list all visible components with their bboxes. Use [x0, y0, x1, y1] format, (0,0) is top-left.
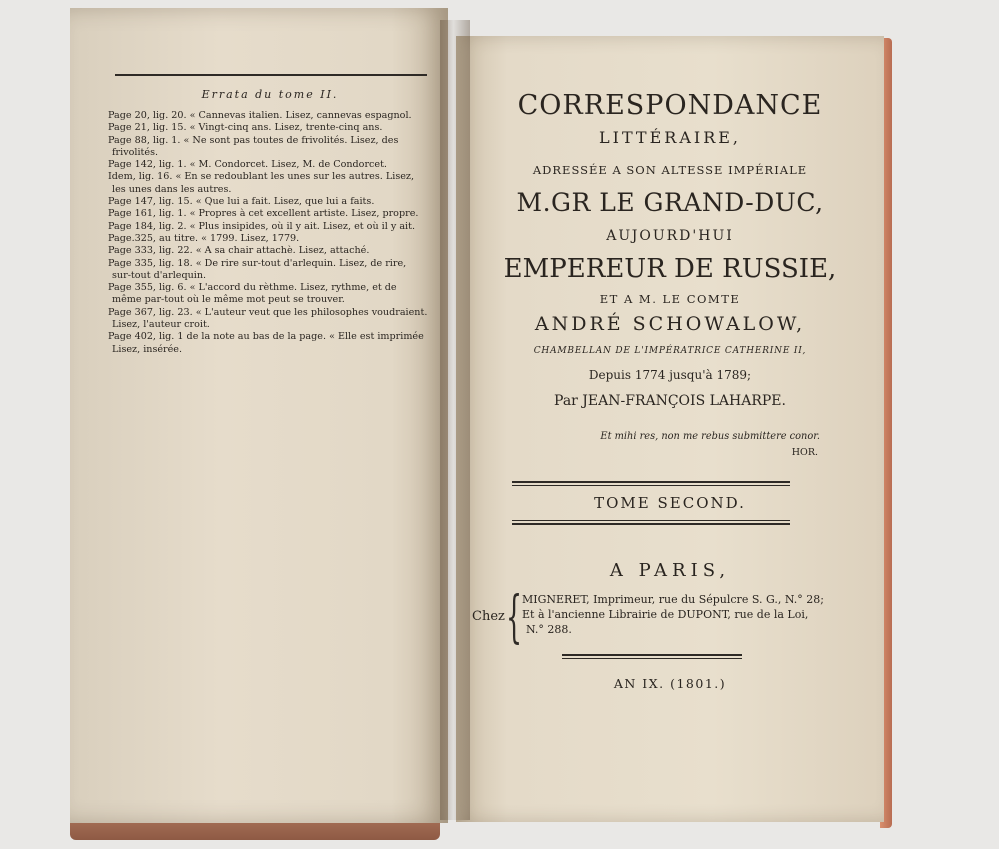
- errata-line: Page 147, lig. 15. « Que lui a fait. Lisez, que lui a faits.: [108, 196, 375, 208]
- tome-bottom-rule-thick: [512, 523, 790, 525]
- errata-top-rule: [115, 74, 427, 76]
- dates-line: Depuis 1774 jusqu'à 1789;: [588, 368, 752, 382]
- right-page: [456, 36, 884, 822]
- comte-line: ET A M. LE COMTE: [599, 292, 741, 306]
- errata-line: Lisez, l'auteur croit.: [112, 319, 210, 331]
- epigraph: Et mihi res, non me rebus submittere conor.: [600, 431, 820, 442]
- addressee-line: ADRESSÉE A SON ALTESSE IMPÉRIALE: [532, 163, 808, 177]
- errata-line: Page 335, lig. 18. « De rire sur-tout d'arlequin. Lisez, de rire,: [108, 257, 407, 269]
- imprint-line: MIGNERET, Imprimeur, rue du Sépulcre S. G., N.° 28;: [522, 593, 824, 606]
- errata-line: Page 20, lig. 20. « Cannevas italien. Lisez, cannevas espagnol.: [108, 110, 412, 121]
- year-top-rule-thin: [562, 658, 742, 659]
- tome-top-rule: [512, 481, 790, 483]
- errata-line: Page 355, lig. 6. « L'accord du rèthme. Lisez, rythme, et de: [108, 282, 397, 294]
- errata-line: Page 333, lig. 22. « A sa chair attachè. Lisez, attaché.: [108, 245, 370, 257]
- errata-line: les unes dans les autres.: [112, 183, 232, 195]
- imprint-line: N.° 288.: [526, 623, 572, 636]
- author-line: Par JEAN-FRANÇOIS LAHARPE.: [554, 393, 786, 409]
- aujourdhui-line: AUJOURD'HUI: [606, 228, 734, 244]
- errata-line: Page 367, lig. 23. « L'auteur veut que les philosophes voudraient.: [108, 306, 428, 318]
- tome-bottom-rule: [512, 520, 790, 521]
- errata-line: Page 88, lig. 1. « Ne sont pas toutes de frivolités. Lisez, des: [108, 134, 399, 146]
- imprint-block: [522, 592, 824, 637]
- chambellan-line: CHAMBELLAN DE L'IMPÉRATRICE CATHERINE II,: [533, 346, 807, 356]
- errata-line: Page.325, au titre. « 1799. Lisez, 1779.: [108, 232, 300, 244]
- errata-line: Page 184, lig. 2. « Plus insipides, où il y ait. Lisez, et où il y ait.: [108, 220, 416, 232]
- errata-line: Page 142, lig. 1. « M. Condorcet. Lisez, M. de Condorcet.: [108, 159, 387, 171]
- errata-line: même par-tout où le même mot peut se trouver.: [112, 294, 345, 306]
- errata-line: frivolités.: [112, 146, 159, 158]
- andre-line: ANDRÉ SCHOWALOW,: [534, 313, 806, 335]
- year-top-rule: [562, 654, 742, 656]
- brace-icon: {: [506, 585, 523, 650]
- empereur-line: EMPEREUR DE RUSSIE,: [503, 254, 837, 284]
- errata-line: sur-tout d'arlequin.: [112, 269, 207, 281]
- errata-list: [108, 110, 428, 356]
- grand-duc-line: M.GR LE GRAND-DUC,: [516, 188, 824, 217]
- book-subtitle: LITTÉRAIRE,: [599, 128, 741, 147]
- book-title: CORRESPONDANCE: [517, 90, 823, 121]
- errata-title: Errata du tome II.: [201, 88, 339, 101]
- city-line: A PARIS,: [609, 560, 731, 581]
- errata-line: Page 21, lig. 15. « Vingt-cinq ans. Lisez, trente-cinq ans.: [108, 122, 383, 134]
- errata-line: Page 402, lig. 1 de la note au bas de la page. « Elle est imprimée: [108, 331, 424, 343]
- errata-line: Idem, lig. 16. « En se redoublant les unes sur les autres. Lisez,: [108, 171, 415, 183]
- year-line: AN IX. (1801.): [613, 676, 727, 691]
- tome-top-rule-thin: [512, 485, 790, 486]
- errata-line: Page 161, lig. 1. « Propres à cet excellent artiste. Lisez, propre.: [108, 208, 419, 220]
- tome-label: TOME SECOND.: [594, 494, 746, 512]
- imprint-line: Et à l'ancienne Librairie de DUPONT, rue de la Loi,: [522, 608, 809, 621]
- errata-line: Lisez, insérée.: [112, 343, 183, 355]
- chez-label: Chez: [472, 609, 505, 624]
- epigraph-source: HOR.: [791, 447, 818, 458]
